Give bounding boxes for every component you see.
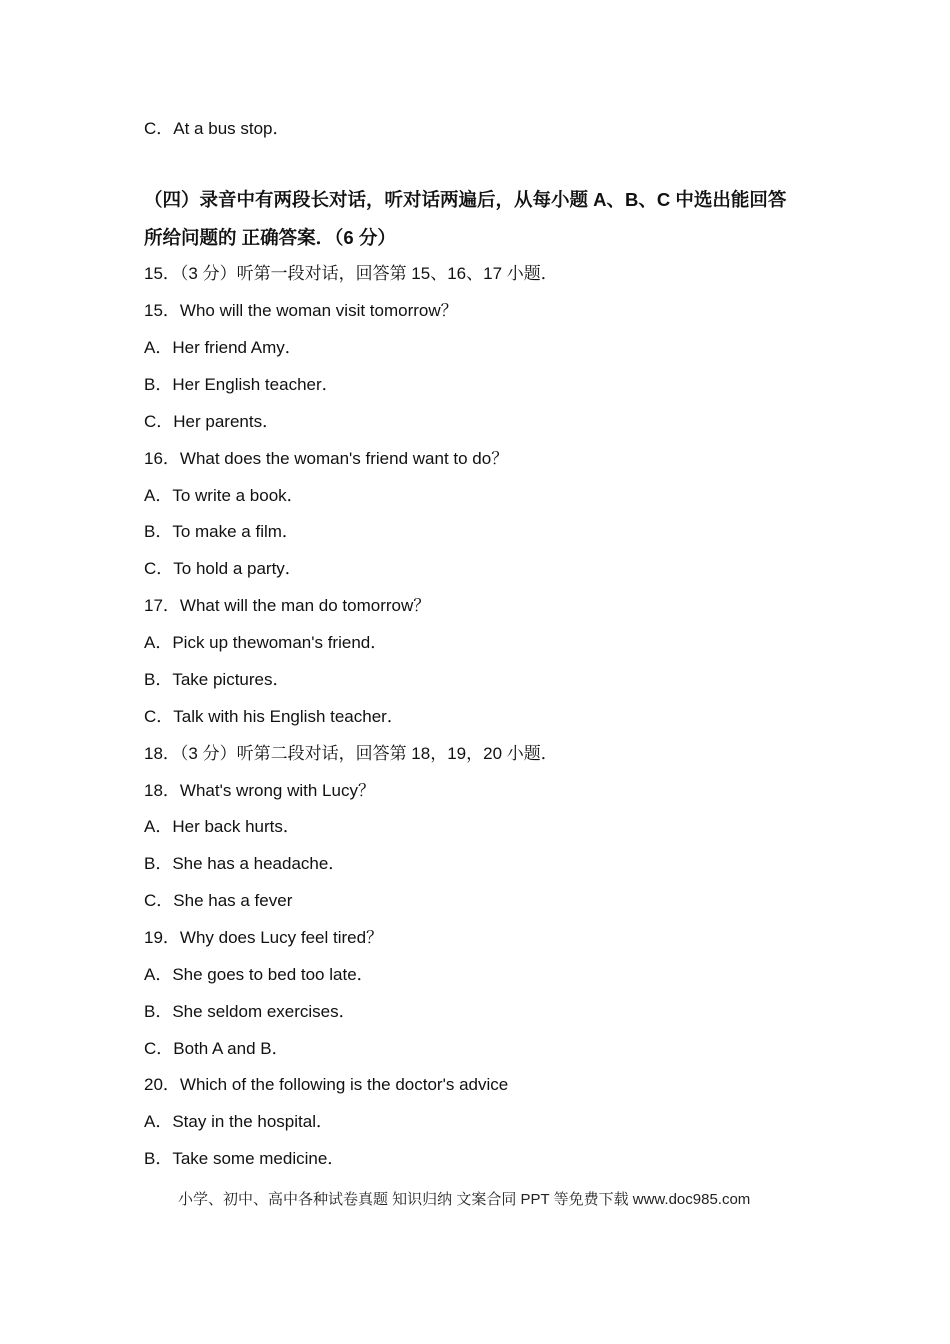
q20-option-a: A．Stay in the hospital． <box>144 1112 333 1131</box>
page-footer: 小学、初中、高中各种试卷真题 知识归纳 文案合同 PPT 等免费下载 www.doc985.com <box>178 1191 751 1208</box>
q18-option-c: C．She has a fever <box>144 891 293 910</box>
q20-option-b: B．Take some medicine． <box>144 1149 345 1168</box>
q15-option-c: C．Her parents． <box>144 412 280 431</box>
question-20: 20．Which of the following is the doctor's advice <box>144 1075 509 1094</box>
section-heading-line-2: 所给问题的 正确答案．（6 分） <box>144 227 396 248</box>
q18-option-b: B．She has a headache． <box>144 854 346 873</box>
q19-option-b: B．She seldom exercises． <box>144 1002 356 1021</box>
q15-option-b: B．Her English teacher． <box>144 375 339 394</box>
question-group-intro-18: 18．（3 分）听第二段对话，回答第 18，19，20 小题． <box>144 744 558 763</box>
q17-option-a: A．Pick up thewoman's friend． <box>144 633 388 652</box>
q19-option-a: A．She goes to bed too late． <box>144 965 374 984</box>
question-16: 16．What does the woman's friend want to do？ <box>144 449 509 468</box>
q16-option-c: C．To hold a party． <box>144 559 302 578</box>
q16-option-b: B．To make a film． <box>144 522 299 541</box>
question-17: 17．What will the man do tomorrow？ <box>144 596 431 615</box>
section-heading-line-1: （四）录音中有两段长对话，听对话两遍后，从每小题 A、B、C 中选出能回答 <box>144 189 787 210</box>
question-15: 15．Who will the woman visit tomorrow？ <box>144 301 458 320</box>
q15-option-a: A．Her friend Amy． <box>144 338 302 357</box>
q16-option-a: A．To write a book． <box>144 486 304 505</box>
q17-option-c: C．Talk with his English teacher． <box>144 707 404 726</box>
q19-option-c: C．Both A and B． <box>144 1039 289 1058</box>
q17-option-b: B．Take pictures． <box>144 670 290 689</box>
option-c-bus-stop: C．At a bus stop． <box>144 119 290 138</box>
question-19: 19．Why does Lucy feel tired？ <box>144 928 384 947</box>
question-group-intro-15: 15．（3 分）听第一段对话，回答第 15、16、17 小题． <box>144 264 558 283</box>
q18-option-a: A．Her back hurts． <box>144 817 300 836</box>
question-18: 18．What's wrong with Lucy？ <box>144 781 375 800</box>
